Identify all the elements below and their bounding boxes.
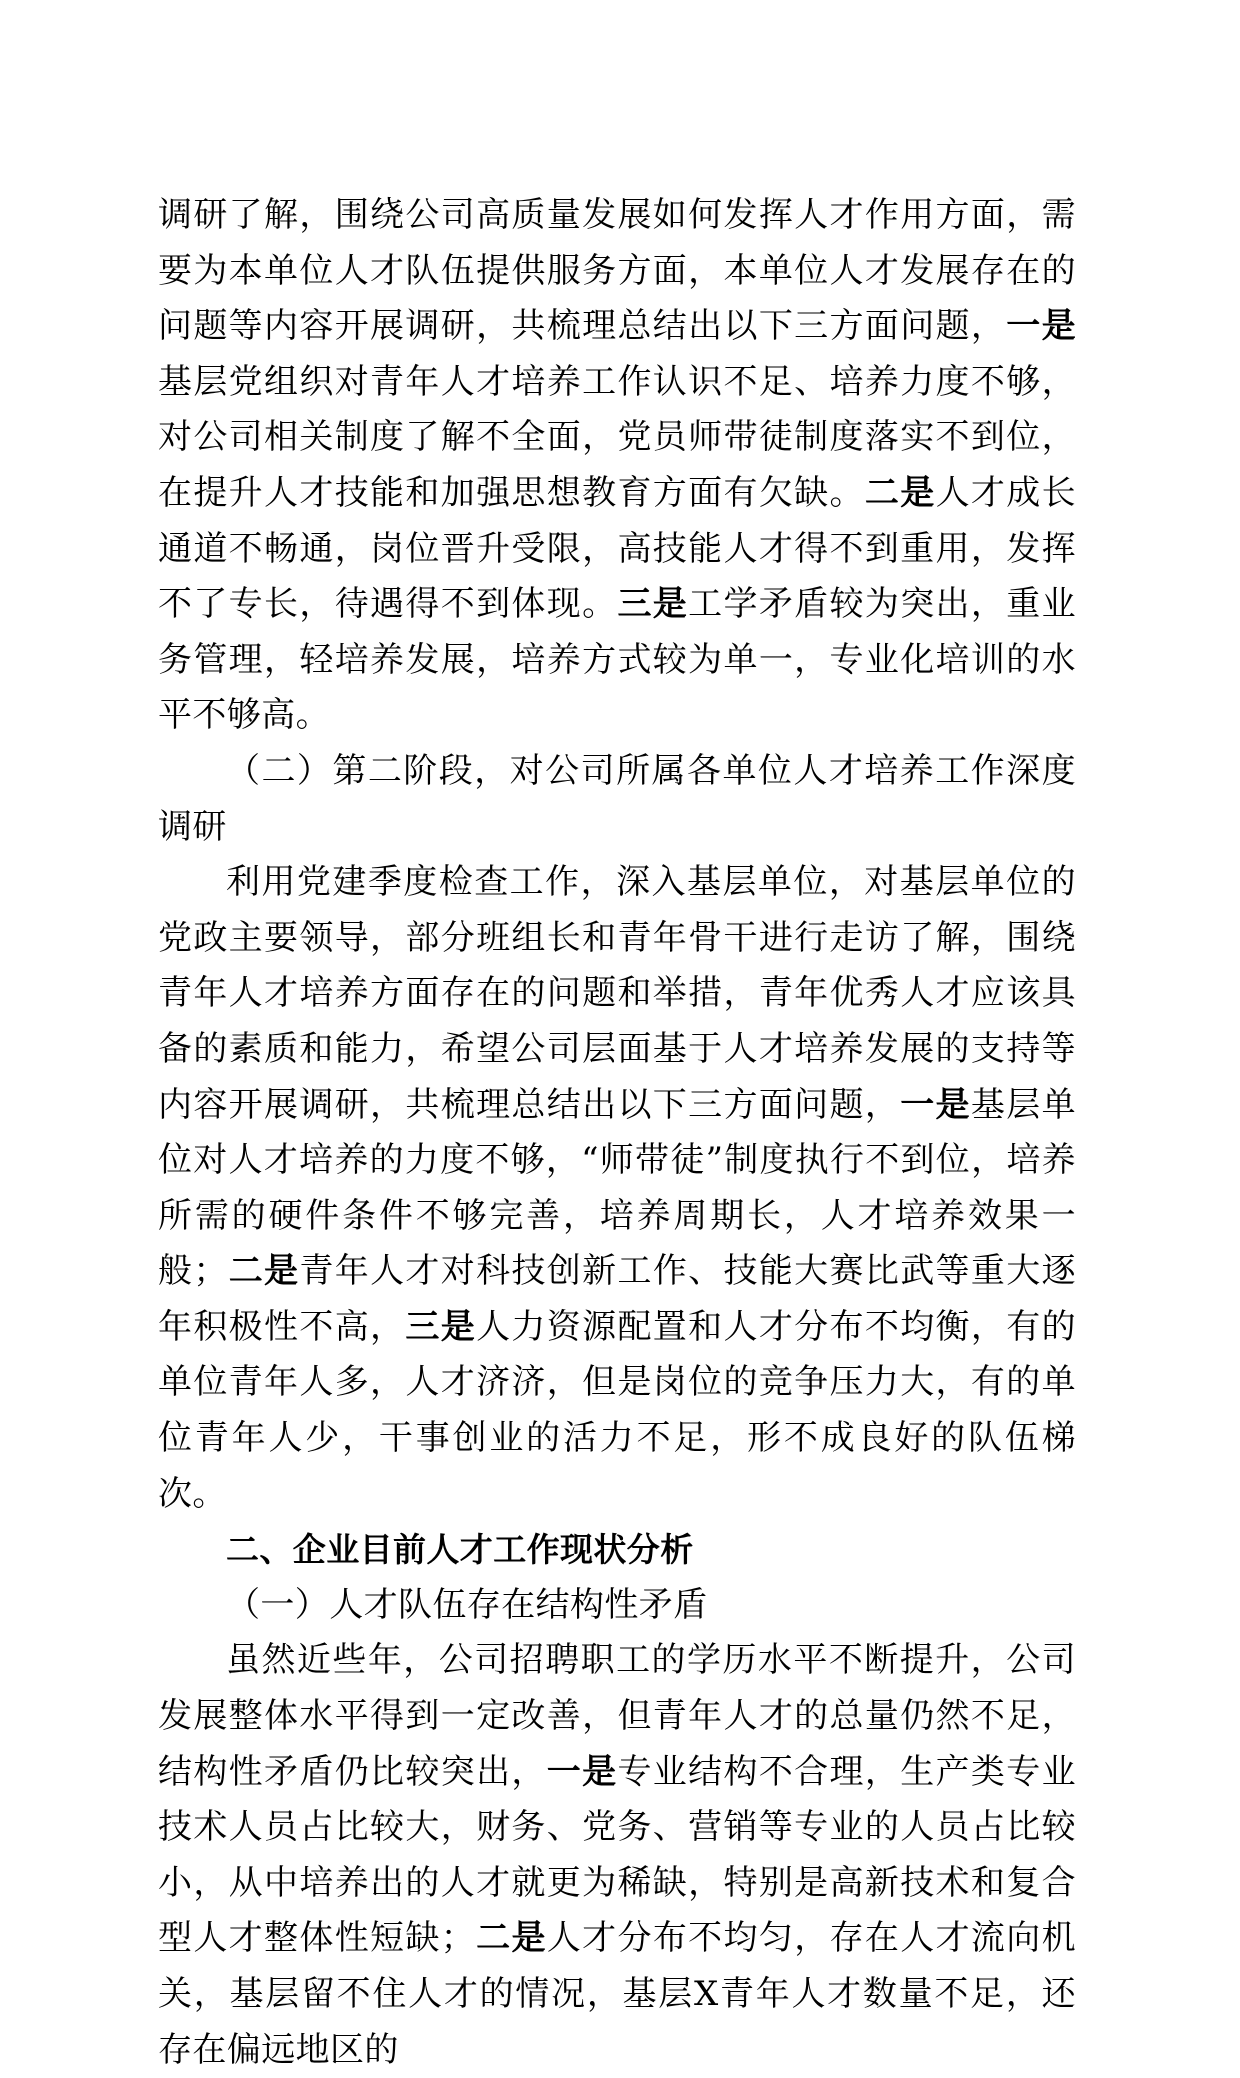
emphasis-second: 二是 [864,472,936,513]
chapter-heading-current-status: 二、企业目前人才工作现状分析 [226,1530,694,1570]
document-page [158,188,1076,2078]
section-heading-structural-contradiction: （一）人才队伍存在结构性矛盾 [226,1584,708,1625]
paragraph-stage-two-findings: 利用党建季度检查工作，深入基层单位，对基层单位的党政主要领导，部分班组长和青年骨干进行走访了解，围绕青年人才培养方面存在的问题和举措，青年优秀人才应该具备的素质和能力，希望公司层面基于人才培养发展的支持等内容开展调研，共梳理总结出以下三方面问题，一是基层单位对人才培养的力度不够，“师带徒”制度执行不到位，培养所需的硬件条件不够完善，培养周期长，人才培养效果一般；二是青年人才对科技创新工作、技能大赛比武等重大逐年积极性不高，三是人力资源配置和人才分布不均衡，有的单位青年人多，人才济济，但是岗位的竞争压力大，有的单位青年人少，干事创业的活力不足，形不成良好的队伍梯次。 [158,862,1076,1514]
emphasis-second: 二是 [227,1251,300,1292]
emphasis-third: 三是 [617,584,689,625]
emphasis-first: 一是 [1006,306,1076,347]
paragraph-stage-one-findings: 调研了解，围绕公司高质量发展如何发挥人才作用方面，需要为本单位人才队伍提供服务方面，本单位人才发展存在的问题等内容开展调研，共梳理总结出以下三方面问题，一是基层党组织对青年人才培养工作认识不足、培养力度不够，对公司相关制度了解不全面，党员师带徒制度落实不到位，在提升人才技能和加强思想教育方面有欠缺。二是人才成长通道不畅通，岗位晋升受限，高技能人才得不到重用，发挥不了专长，待遇得不到体现。三是工学矛盾较为突出，重业务管理，轻培养发展，培养方式较为单一，专业化培训的水平不够高。 [158,195,1076,736]
emphasis-first: 一是 [900,1084,971,1125]
emphasis-first: 一是 [546,1751,618,1792]
emphasis-second: 二是 [475,1918,547,1959]
paragraph-structural-contradiction: 虽然近些年，公司招聘职工的学历水平不断提升，公司发展整体水平得到一定改善，但青年人才的总量仍然不足，结构性矛盾仍比较突出，一是专业结构不合理，生产类专业技术人员占比较大，财务、党务、营销等专业的人员占比较小，从中培养出的人才就更为稀缺，特别是高新技术和复合型人才整体性短缺；二是人才分布不均匀，存在人才流向机关，基层留不住人才的情况，基层X青年人才数量不足，还存在偏远地区的 [158,1640,1076,2070]
emphasis-third: 三是 [405,1306,477,1347]
section-heading-stage-two: （二）第二阶段，对公司所属各单位人才培养工作深度调研 [158,750,1076,847]
